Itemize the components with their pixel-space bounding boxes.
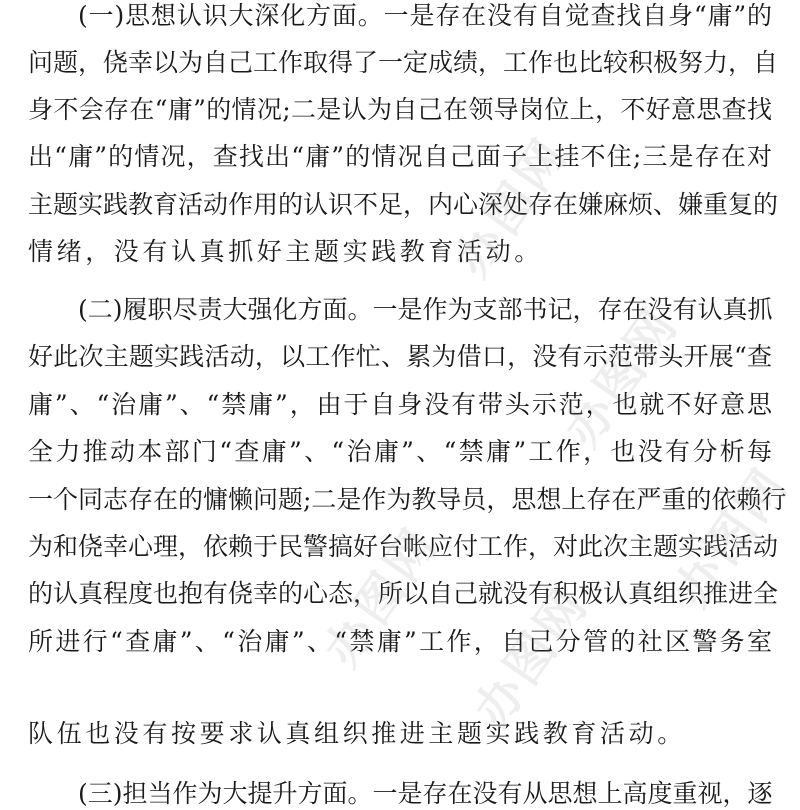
- section-2-line: 一个同志存在的慵懒问题;二是作为教导员，思想上存在严重的依赖行: [28, 485, 787, 514]
- watermark: 办图网: [444, 127, 580, 288]
- section-1-line-last: 情绪，没有认真抓好主题实践教育活动。: [28, 237, 543, 266]
- section-2-line: 全力推动本部门“查庸”、“治庸”、“禁庸”工作，也没有分析每: [28, 437, 772, 466]
- section-2-line: 的认真程度也抱有侥幸的心态，所以自己就没有积极认真组织推进全: [28, 579, 779, 608]
- watermark: 办图网: [464, 577, 600, 738]
- section-1-line: 问题，侥幸以为自己工作取得了一定成绩，工作也比较积极努力，自: [28, 48, 779, 77]
- section-1-line: 身不会存在“庸”的情况;二是认为自己在领导岗位上，不好意思查找: [28, 95, 772, 124]
- section-1-heading-line: (一)思想认识大深化方面。一是存在没有自觉查找自身“庸”的: [78, 1, 772, 30]
- watermark: 办图网: [314, 517, 450, 678]
- watermark: 办图网: [664, 457, 800, 618]
- watermark: 办图网: [554, 297, 690, 458]
- section-1-line: 出“庸”的情况，查找出“庸”的情况自己面子上挂不住;三是存在对: [28, 142, 772, 171]
- section-2-line: 好此次主题实践活动，以工作忙、累为借口，没有示范带头开展“查: [28, 342, 772, 371]
- section-2-line: 庸”、“治庸”、“禁庸”，由于自身没有带头示范，也就不好意思: [28, 390, 772, 419]
- section-1-line: 主题实践教育活动作用的认识不足，内心深处存在嫌麻烦、嫌重复的: [28, 190, 779, 219]
- section-2-line: 为和侥幸心理，依赖于民警搞好台帐应付工作，对此次主题实践活动: [28, 532, 779, 561]
- section-2-line: 所进行“查庸”、“治庸”、“禁庸”工作，自己分管的社区警务室: [28, 627, 772, 656]
- section-2-heading-line: (二)履职尽责大强化方面。一是作为支部书记，存在没有认真抓: [78, 295, 773, 324]
- section-2-line-last: 队伍也没有按要求认真组织推进主题实践教育活动。: [28, 719, 686, 748]
- section-3-heading-line: (三)担当作为大提升方面。一是存在没有从思想上高度重视，逐: [78, 779, 773, 808]
